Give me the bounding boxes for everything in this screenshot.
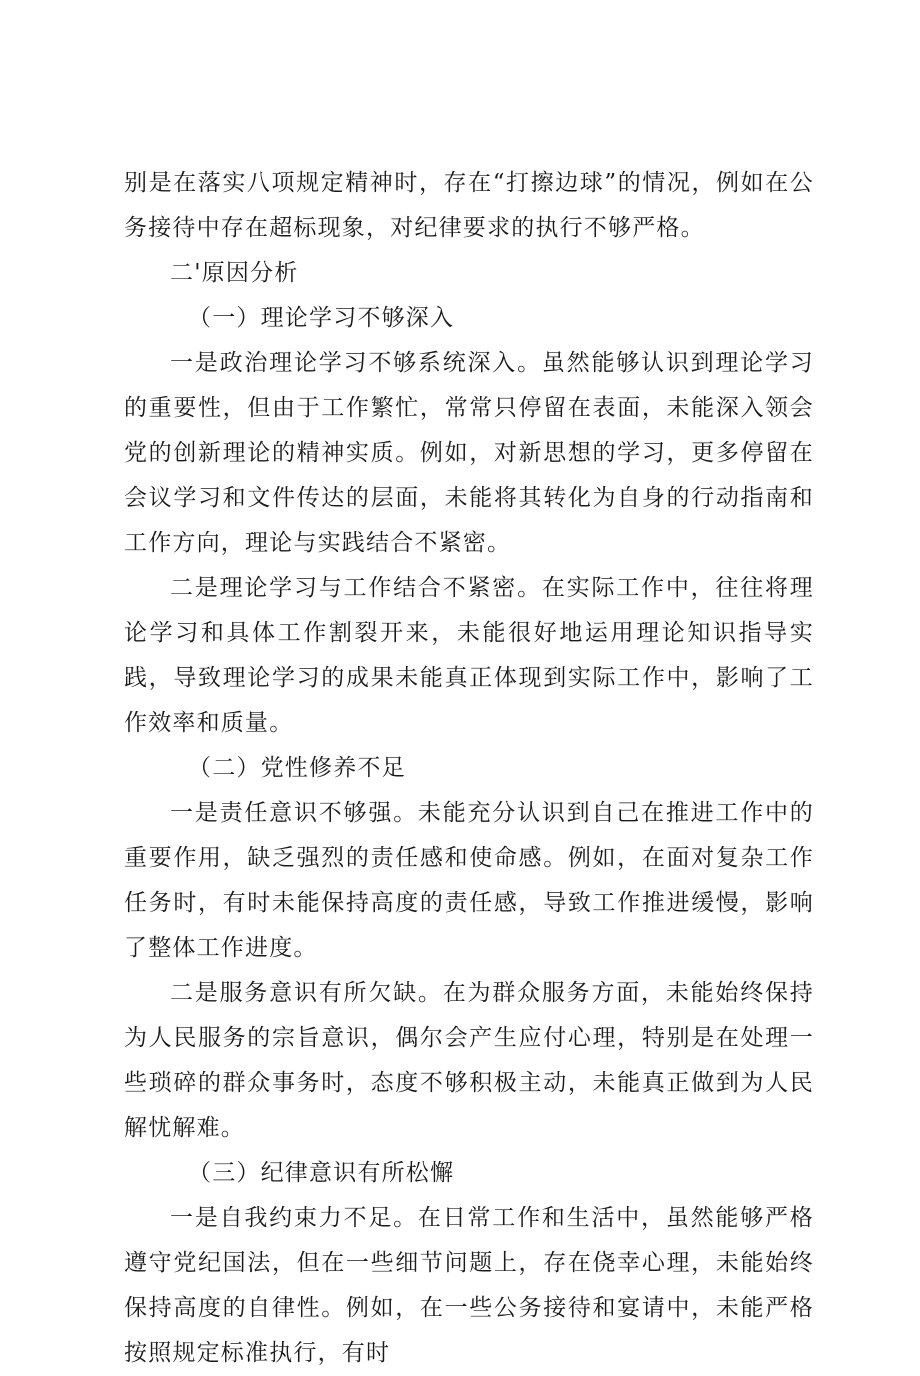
- paragraph-service-awareness: 二是服务意识有所欠缺。在为群众服务方面，未能始终保持为人民服务的宗旨意识，偶尔会产生应付心理，特别是在处理一些琐碎的群众事务时，态度不够积极主动，未能真正做到为人民解忧解难。: [124, 980, 814, 1141]
- paragraph-responsibility: 一是责任意识不够强。未能充分认识到自己在推进工作中的重要作用，缺乏强烈的责任感和使命感。例如，在面对复杂工作任务时，有时未能保持高度的责任感，导致工作推进缓慢，影响了整体工作进度。: [124, 800, 814, 961]
- paragraph-self-discipline: 一是自我约束力不足。在日常工作和生活中，虽然能够严格遵守党纪国法，但在一些细节问题上，存在侥幸心理，未能始终保持高度的自律性。例如，在一些公务接待和宴请中，未能严格按照规定标准执行，有时: [124, 1205, 814, 1366]
- paragraph-continued: 别是在落实八项规定精神时，存在“打擦边球”的情况，例如在公务接待中存在超标现象，对纪律要求的执行不够严格。: [124, 170, 814, 241]
- subheading-theory-study: （一）理论学习不够深入: [188, 305, 455, 331]
- subheading-discipline: （三）纪律意识有所松懈: [188, 1160, 455, 1186]
- subheading-party-spirit: （二）党性修养不足: [188, 755, 406, 781]
- paragraph-theory-practice: 二是理论学习与工作结合不紧密。在实际工作中，往往将理论学习和具体工作割裂开来，未能很好地运用理论知识指导实践，导致理论学习的成果未能真正体现到实际工作中，影响了工作效率和质量。: [124, 575, 814, 736]
- paragraph-political-theory: 一是政治理论学习不够系统深入。虽然能够认识到理论学习的重要性，但由于工作繁忙，常常只停留在表面，未能深入领会党的创新理论的精神实质。例如，对新思想的学习，更多停留在会议学习和文件传达的层面，未能将其转化为自身的行动指南和工作方向，理论与实践结合不紧密。: [124, 350, 814, 556]
- document-body: [124, 161, 814, 1376]
- section-heading-cause-analysis: 二'原因分析: [170, 260, 299, 286]
